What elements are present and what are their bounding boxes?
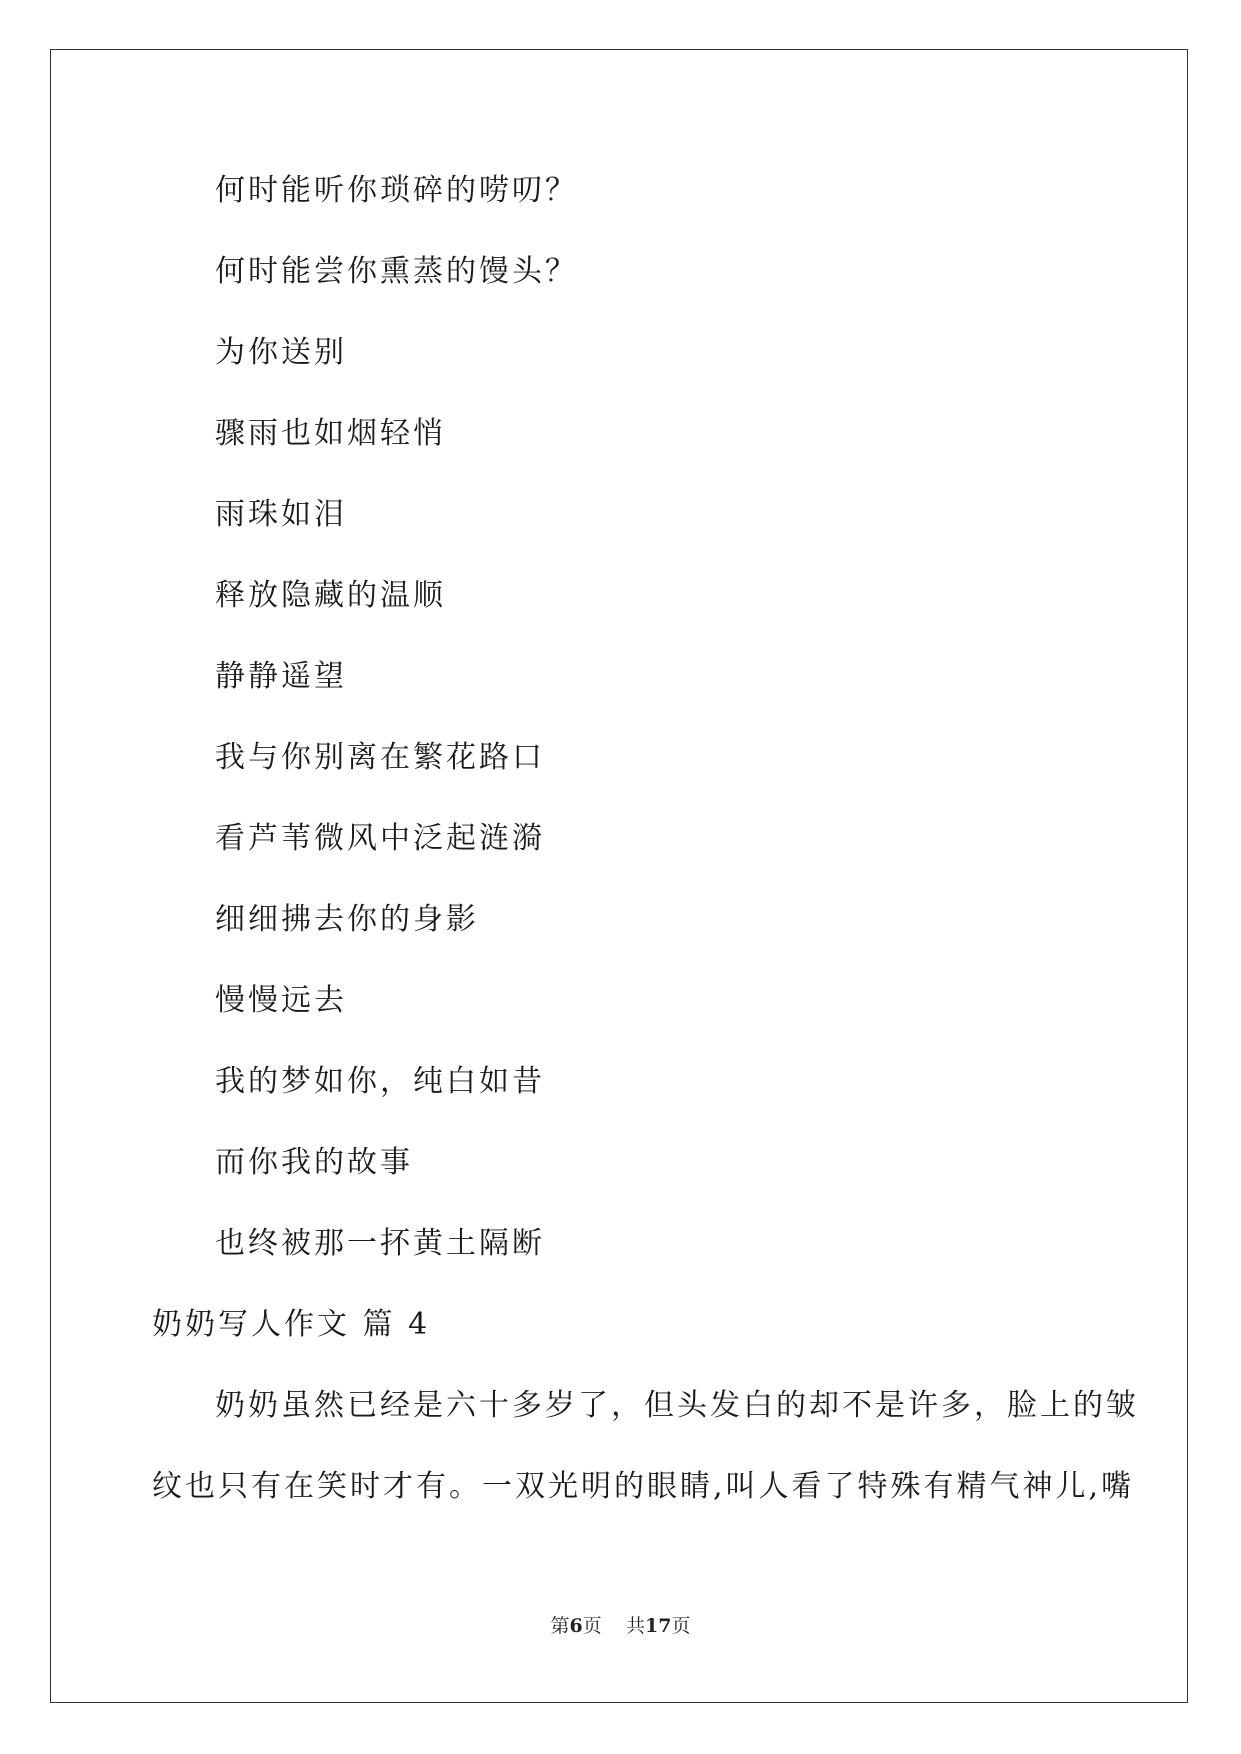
poem-line: 我的梦如你，纯白如昔 — [215, 1064, 545, 1099]
poem-line: 看芦苇微风中泛起涟漪 — [215, 821, 545, 856]
poem-line: 为你送别 — [215, 335, 347, 370]
poem-line: 何时能尝你熏蒸的馒头？ — [215, 254, 578, 289]
total-page-count: 17 — [644, 1615, 672, 1637]
poem-line: 而你我的故事 — [215, 1145, 413, 1180]
current-page-number: 6 — [569, 1615, 583, 1637]
poem-line: 也终被那一抔黄土隔断 — [215, 1226, 545, 1261]
section-heading: 奶奶写人作文 篇 4 — [152, 1307, 431, 1342]
poem-line: 静静遥望 — [215, 659, 347, 694]
footer-page-suffix: 页 — [582, 1615, 602, 1637]
poem-line: 释放隐藏的温顺 — [215, 578, 446, 613]
poem-line: 慢慢远去 — [215, 983, 347, 1018]
paragraph-line: 奶奶虽然已经是六十多岁了，但头发白的却不是许多，脸上的皱 — [215, 1388, 1139, 1423]
footer-prefix: 第 — [550, 1615, 570, 1637]
poem-line: 雨珠如泪 — [215, 497, 347, 532]
poem-line: 我与你别离在繁花路口 — [215, 740, 545, 775]
footer-total-prefix: 共 — [625, 1615, 645, 1637]
page-border — [50, 49, 1188, 1703]
paragraph-line: 纹也只有在笑时才有。一双光明的眼睛,叫人看了特殊有精气神儿,嘴 — [152, 1469, 1135, 1504]
poem-line: 何时能听你琐碎的唠叨？ — [215, 173, 578, 208]
page-footer — [0, 1614, 1241, 1638]
poem-line: 骤雨也如烟轻悄 — [215, 416, 446, 451]
poem-line: 细细拂去你的身影 — [215, 902, 479, 937]
footer-total-suffix: 页 — [671, 1615, 691, 1637]
